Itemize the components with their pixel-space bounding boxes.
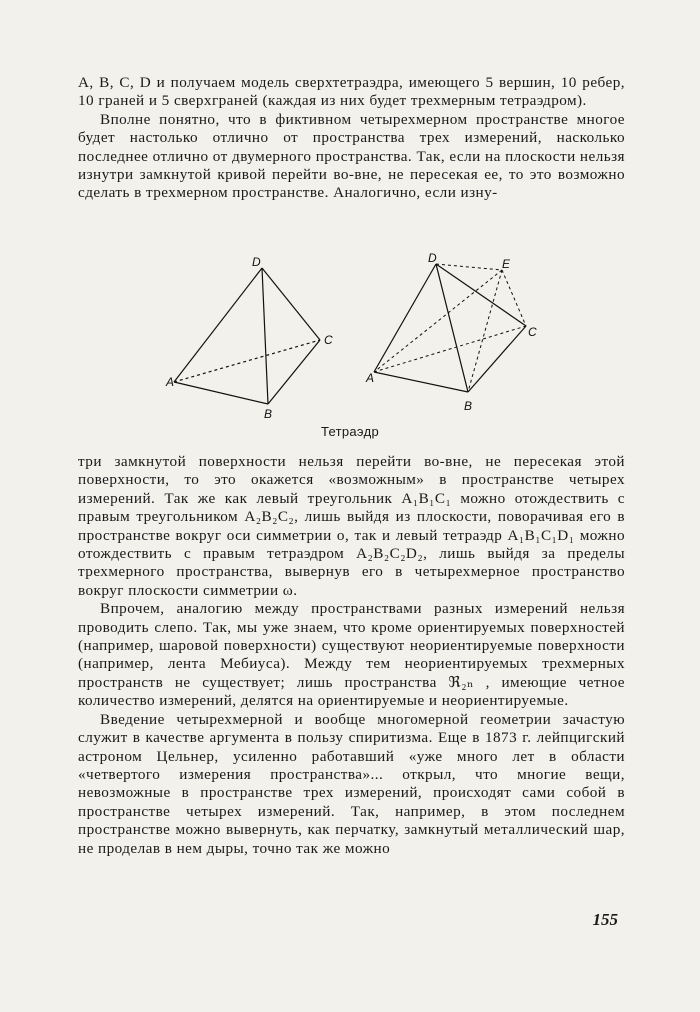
edge-dc <box>262 268 320 340</box>
tetrahedron-figure <box>150 251 570 424</box>
edge-be <box>468 270 502 392</box>
text-block-top <box>78 74 625 203</box>
vertex-label-a: A <box>366 371 375 385</box>
edge-ac-hidden <box>174 340 320 382</box>
edge-da <box>174 268 262 382</box>
vertex-label-c: C <box>528 325 537 339</box>
paragraph: Впрочем, аналогию между пространствами разных измерений нельзя проводить слепо. Так, мы уже знаем, что кроме ориентируемых поверхностей (например, шаровой поверхности) существуют неориентируемые поверхности (например, лента Мебиуса). Между тем неориентируемых трехмерных пространств не существует; лишь пространства ℜ₂ₙ , имеющие четное количество измерений, делятся на ориентируемые и неориентируемые. <box>78 600 625 710</box>
figure-caption: Тетраэдр <box>321 424 379 439</box>
text-block-bottom <box>78 453 625 858</box>
vertex-label-e: E <box>502 257 511 271</box>
edge-ab <box>174 382 268 404</box>
paragraph: Введение четырехмерной и вообще многомерной геометрии зачастую служит в качестве аргумента в пользу спиритизма. Еще в 1873 г. лейпцигский астроном Цельнер, усиленно работавший «уже много лет в области «четвертого измерения пространства»... открыл, что многие вещи, невозможные в пространстве трех измерений, происходят сами собой в пространстве четырех измерений. Так, например, в этом последнем пространстве можно вывернуть, как перчатку, замкнутый металлический шар, не проделав в нем дыры, точно так же можно <box>78 710 625 857</box>
vertex-label-d: D <box>252 255 261 269</box>
vertex-label-b: B <box>464 399 473 413</box>
edge-db <box>262 268 268 404</box>
edge-bc <box>268 340 320 404</box>
left-tetrahedron-diagram <box>166 254 350 424</box>
vertex-label-d: D <box>428 251 437 265</box>
vertex-label-b: B <box>264 407 273 421</box>
paragraph: три замкнутой поверхности нельзя перейти во-вне, не пересекая этой поверхности, то это окажется «возможным» в пространстве четырех измерений. Так же как левый треугольник A₁B₁C₁ можно отождествить с правым треугольником A₂B₂C₂, лишь выйдя из плоскости, поворачивая его в пространстве вокруг оси симметрии o, так и левый тетраэдр A₁B₁C₁D₁ можно отождествить с правым тетраэдром A₂B₂C₂D₂, лишь выйдя за пределы трехмерного пространства, вывернув его в четырехмерное пространство вокруг плоскости симметрии ω. <box>78 453 625 599</box>
right-supertetrahedron-diagram <box>366 251 568 424</box>
paragraph: A, B, C, D и получаем модель сверхтетраэдра, имеющего 5 вершин, 10 ребер, 10 граней и 5 сверхграней (каждая из них будет трехмерным тетраэдром). <box>78 74 625 110</box>
paragraph: Вполне понятно, что в фиктивном четырехмерном пространстве многое будет настолько отлично от пространства трех измерений, насколько последнее отлично от двумерного пространства. Так, если на плоскости нельзя изнутри замкнутой кривой перейти во-вне, не пересекая ее, то это возможно сделать в трехмерном пространстве. Аналогично, если изну- <box>78 110 625 202</box>
edge-de <box>436 264 502 270</box>
page-number: 155 <box>592 910 618 929</box>
vertex-label-a: A <box>166 375 175 389</box>
edge-ab <box>374 372 468 392</box>
edge-ae <box>374 270 502 372</box>
vertex-label-c: C <box>324 333 333 347</box>
